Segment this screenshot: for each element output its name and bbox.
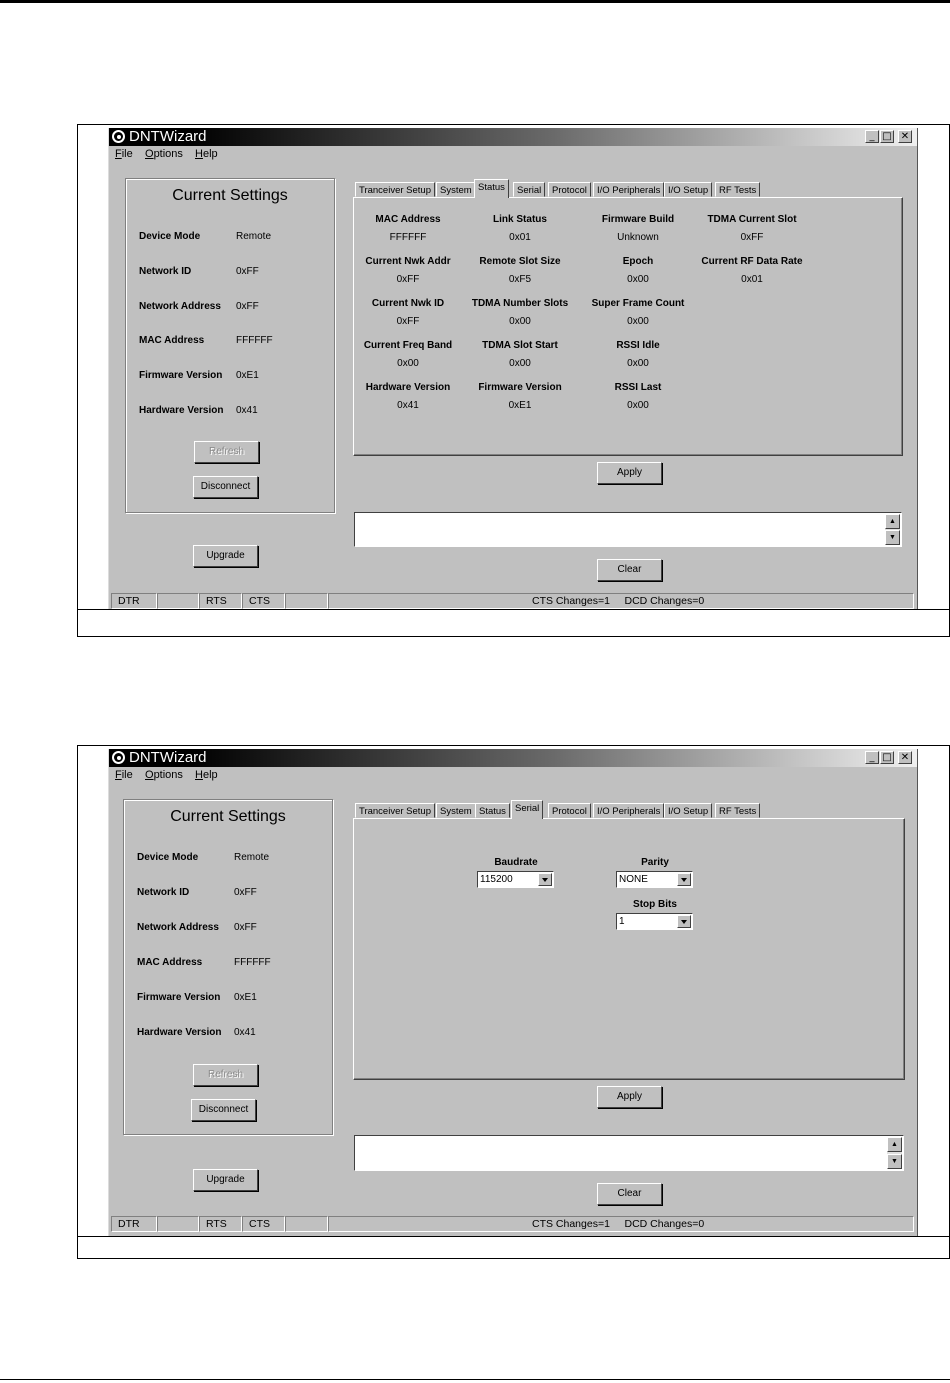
setting-value: 0x41 [234,1027,256,1038]
parity-value: NONE [619,874,648,885]
status-field-label: TDMA Number Slots [471,298,569,309]
status-cts: CTS [242,1216,285,1232]
status-empty-cell [285,593,328,609]
tab-rf-tests[interactable]: RF Tests [715,803,760,818]
setting-value: 0xFF [234,887,257,898]
setting-value: Remote [236,231,272,242]
menu-help[interactable]: Help [195,769,218,781]
status-dtr: DTR [111,1216,157,1232]
apply-button[interactable]: Apply [597,1086,662,1108]
current-settings-title: Current Settings [172,187,288,204]
tab-system[interactable]: System [436,182,476,197]
status-field-value: 0x00 [627,316,649,327]
tab-status[interactable]: Status [475,803,510,818]
tab-strip [355,803,775,819]
status-field-label: Firmware Build [601,214,675,225]
status-field-value: 0x00 [509,358,531,369]
setting-label: Device Mode [139,231,201,242]
setting-label: Network Address [137,922,219,933]
setting-label: Network Address [139,301,221,312]
clear-button[interactable]: Clear [597,559,662,581]
tab-tranceiver-setup[interactable]: Tranceiver Setup [355,182,435,197]
menu-file[interactable]: File [115,148,133,160]
scroll-up-icon[interactable]: ▲ [885,514,900,529]
status-dtr: DTR [111,593,157,609]
setting-label: Network ID [137,887,190,898]
refresh-button[interactable]: Refresh [193,1064,258,1086]
setting-label: Device Mode [137,852,199,863]
chevron-down-icon[interactable] [677,873,691,886]
tab-rf-tests[interactable]: RF Tests [715,182,760,197]
upgrade-button[interactable]: Upgrade [193,1169,258,1191]
status-bar [109,591,917,609]
title-bar [109,749,917,767]
setting-value: 0xFF [236,301,259,312]
status-empty-cell [157,593,199,609]
setting-value: FFFFFF [236,335,273,346]
tab-io-peripherals[interactable]: I/O Peripherals [593,182,664,197]
status-field-label: RSSI Idle [616,340,660,351]
serial-tab-panel [353,818,905,1080]
status-field-value: Unknown [617,232,659,243]
status-message: CTS Changes=1 DCD Changes=0 [328,1216,914,1232]
setting-value: 0x41 [236,405,258,416]
scroll-down-icon[interactable]: ▼ [887,1154,902,1169]
status-empty-cell [157,1216,199,1232]
tab-protocol[interactable]: Protocol [548,803,591,818]
log-scrollbar[interactable] [887,1137,902,1169]
parity-select[interactable] [616,871,693,888]
status-field-label: Remote Slot Size [479,256,561,267]
tab-io-setup[interactable]: I/O Setup [664,803,712,818]
disconnect-button[interactable]: Disconnect [193,476,258,498]
close-button[interactable]: ✕ [898,130,912,143]
stop-bits-value: 1 [619,916,625,927]
status-field-value: 0xE1 [508,400,532,411]
status-field-label: Hardware Version [365,382,451,393]
status-field-label: Current Freq Band [363,340,453,351]
status-field-value: 0x41 [397,400,419,411]
status-field-label: TDMA Slot Start [482,340,558,351]
tab-status[interactable]: Status [474,179,509,198]
log-scrollbar[interactable] [885,514,900,545]
minimize-button[interactable]: _ [865,130,879,143]
chevron-down-icon[interactable] [538,873,552,886]
tab-io-setup[interactable]: I/O Setup [664,182,712,197]
parity-label: Parity [641,857,669,868]
status-empty-cell [285,1216,328,1232]
setting-value: 0xE1 [236,370,259,381]
close-button[interactable]: ✕ [898,751,912,764]
status-field-label: Super Frame Count [591,298,685,309]
caption-rule [78,1236,949,1237]
setting-value: 0xE1 [234,992,257,1003]
status-field-label: Current RF Data Rate [701,256,803,267]
status-field-label: TDMA Current Slot [707,214,797,225]
status-field-label: RSSI Last [614,382,662,393]
title-bar [109,128,917,146]
status-field-value: FFFFFF [389,232,427,243]
setting-value: 0xFF [234,922,257,933]
status-field-value: 0xFF [740,232,764,243]
status-cts: CTS [242,593,285,609]
status-field-label: MAC Address [375,214,441,225]
page-bottom-rule [0,1379,950,1380]
tab-protocol[interactable]: Protocol [548,182,591,197]
tab-io-peripherals[interactable]: I/O Peripherals [593,803,664,818]
menu-file[interactable]: File [115,769,133,781]
scroll-down-icon[interactable]: ▼ [885,530,900,545]
page-top-rule [0,0,950,3]
figure-frame-2 [77,745,950,1259]
status-field-label: Firmware Version [478,382,562,393]
status-tab-panel [353,197,903,456]
setting-label: MAC Address [137,957,203,968]
status-field-value: 0xF5 [508,274,532,285]
tab-serial[interactable]: Serial [513,182,545,197]
setting-label: Hardware Version [139,405,224,416]
current-settings-group [123,799,333,1135]
status-field-value: 0x00 [627,358,649,369]
current-settings-title: Current Settings [170,808,286,825]
log-output[interactable] [354,512,902,547]
menu-options[interactable]: Options [145,769,183,781]
app-window [108,128,918,609]
status-field-value: 0x01 [509,232,531,243]
setting-label: Hardware Version [137,1027,222,1038]
setting-label: MAC Address [139,335,205,346]
status-field-value: 0x01 [741,274,763,285]
caption-rule [78,609,949,610]
refresh-button[interactable]: Refresh [194,441,259,463]
setting-value: FFFFFF [234,957,271,968]
upgrade-button[interactable]: Upgrade [193,545,258,567]
baudrate-value: 115200 [480,874,513,885]
stop-bits-label: Stop Bits [633,899,677,910]
status-field-label: Link Status [493,214,547,225]
current-settings-group [125,178,335,513]
tab-system[interactable]: System [436,803,476,818]
log-output[interactable] [354,1135,904,1171]
status-field-value: 0x00 [627,274,649,285]
tab-strip [355,182,775,198]
tab-serial[interactable]: Serial [511,800,543,819]
setting-label: Network ID [139,266,192,277]
app-window [108,749,918,1236]
window-title: DNTWizard [129,128,207,145]
setting-value: 0xFF [236,266,259,277]
status-field-value: 0x00 [397,358,419,369]
status-field-value: 0x00 [627,400,649,411]
app-logo-icon [112,130,125,143]
setting-label: Firmware Version [139,370,223,381]
baudrate-select[interactable] [477,871,554,888]
status-field-label: Current Nwk Addr [365,256,451,267]
figure-frame-1 [77,124,950,637]
clear-button[interactable]: Clear [597,1183,662,1205]
status-field-label: Current Nwk ID [371,298,445,309]
app-logo-icon [112,751,125,764]
apply-button[interactable]: Apply [597,462,662,484]
window-title: DNTWizard [129,749,207,766]
baudrate-label: Baudrate [494,857,538,868]
status-rts: RTS [199,1216,242,1232]
status-message: CTS Changes=1 DCD Changes=0 [328,593,914,609]
setting-value: Remote [234,852,270,863]
status-field-value: 0x00 [509,316,531,327]
menu-help[interactable]: Help [195,148,218,160]
disconnect-button[interactable]: Disconnect [191,1099,256,1121]
tab-tranceiver-setup[interactable]: Tranceiver Setup [355,803,435,818]
chevron-down-icon[interactable] [677,915,691,928]
menu-options[interactable]: Options [145,148,183,160]
status-field-value: 0xFF [396,316,420,327]
status-bar [109,1214,917,1232]
scroll-up-icon[interactable]: ▲ [887,1137,902,1152]
minimize-button[interactable]: _ [865,751,879,764]
stop-bits-select[interactable] [616,913,693,930]
status-rts: RTS [199,593,242,609]
status-field-label: Epoch [622,256,654,267]
maximize-button[interactable]: □ [880,130,894,143]
setting-label: Firmware Version [137,992,221,1003]
maximize-button[interactable]: □ [880,751,894,764]
status-field-value: 0xFF [396,274,420,285]
